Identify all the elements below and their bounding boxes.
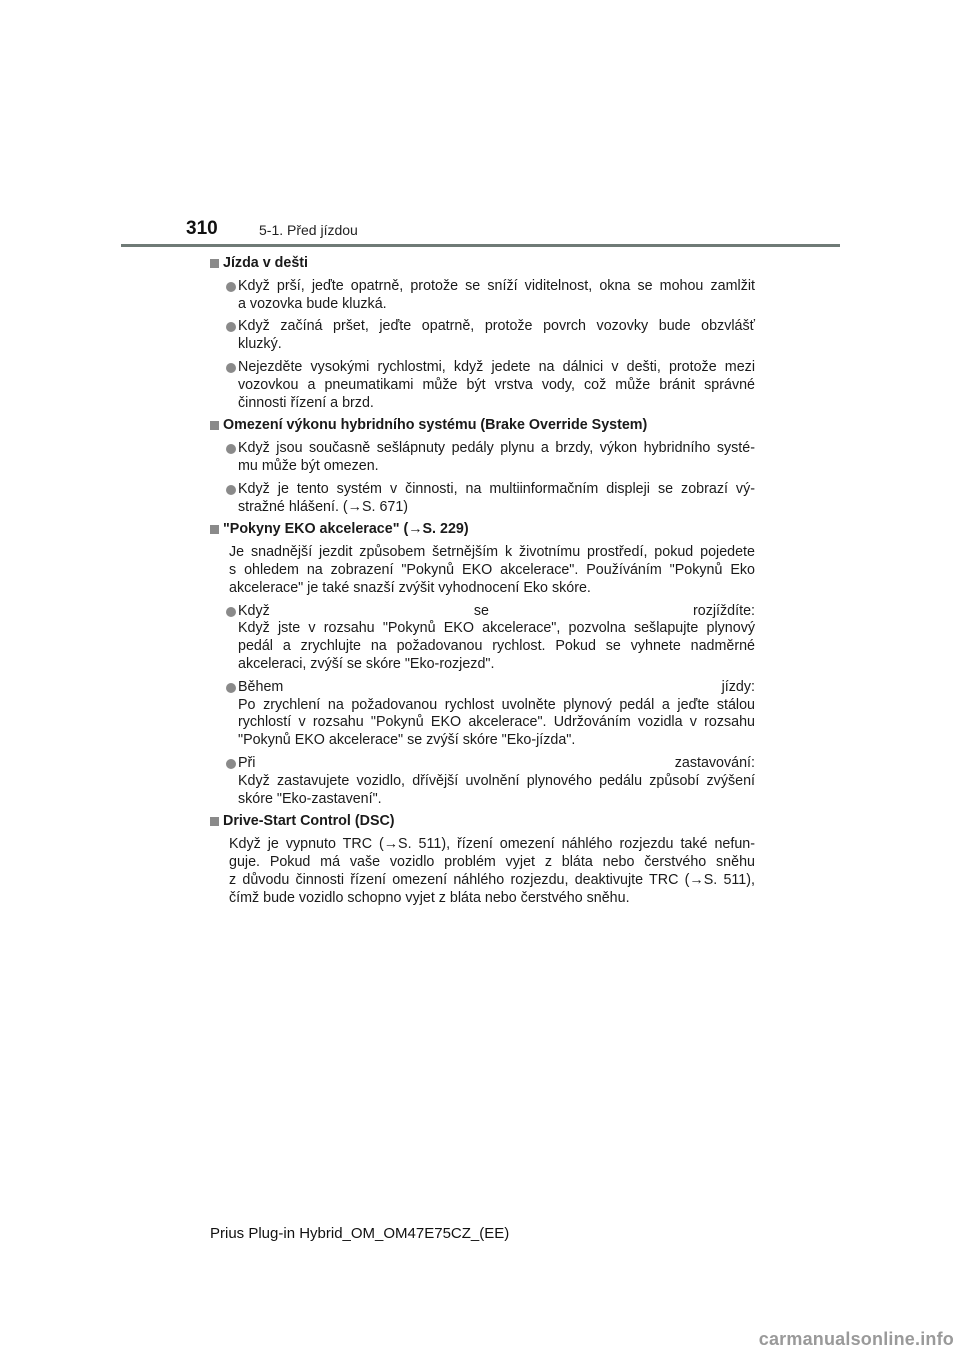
page-header: [0, 0, 960, 250]
bullet-item: [209, 603, 755, 674]
text-line: Když se rozjíždíte:: [238, 602, 755, 619]
bullet-item: [209, 755, 755, 808]
circle-bullet-icon: [226, 759, 236, 769]
watermark: carmanualsonline.info: [758, 1329, 954, 1349]
text-line: Je snadnější jezdit způsobem šetrnějším k životnímu prostředí, pokud pojedete: [229, 544, 755, 561]
text-line: čímž bude vozidlo schopno vyjet z bláta nebo čerstvého sněhu.: [229, 889, 630, 906]
circle-bullet-icon: [226, 363, 236, 373]
text-line: rychlostí v rozsahu "Pokynů EKO akcelerace". Udržováním vozidla v rozsahu: [238, 714, 755, 731]
square-bullet-icon: [210, 525, 219, 534]
circle-bullet-icon: [226, 282, 236, 292]
text-line: akceleraci, zvýší se skóre "Eko-rozjezd".: [238, 655, 495, 672]
bullet-item: [209, 440, 755, 476]
section-heading: [209, 521, 755, 539]
text-line: stražné hlášení. (→S. 671): [238, 498, 409, 515]
text-line: akcelerace" je také snazší zvýšit vyhodnocení Eko skóre.: [229, 579, 591, 596]
square-bullet-icon: [210, 817, 219, 826]
section-title-text: "Pokyny EKO akcelerace" (→S. 229): [223, 521, 469, 538]
text-line: Když jsou současně sešlápnuty pedály plynu a brzdy, výkon hybridního systé-: [238, 440, 755, 457]
section-heading: [209, 813, 755, 831]
section-heading: [209, 255, 755, 273]
section: [209, 521, 755, 808]
section-heading: [209, 417, 755, 435]
bullet-item: [209, 679, 755, 750]
text-line: a vozovka bude kluzká.: [238, 295, 387, 312]
chapter-title: 5-1. Před jízdou: [259, 222, 358, 238]
text-line: s ohledem na zobrazení "Pokynů EKO akcelerace". Používáním "Pokynů Eko: [229, 561, 755, 578]
text-line: Během jízdy:: [238, 678, 755, 695]
text-line: Když prší, jeďte opatrně, protože se sníží viditelnost, okna se mohou zamlžit: [238, 277, 755, 294]
text-line: "Pokynů EKO akcelerace" se zvýší skóre "Eko-jízda".: [238, 732, 576, 749]
text-line: Když jste v rozsahu "Pokynů EKO akcelerace", pozvolna sešlapujte plynový: [238, 620, 755, 637]
circle-bullet-icon: [226, 322, 236, 332]
document-body: [209, 255, 755, 912]
bullet-item: [209, 318, 755, 354]
bullet-item: [209, 359, 755, 412]
paragraph: [209, 836, 755, 907]
square-bullet-icon: [210, 259, 219, 268]
bullet-item: [209, 481, 755, 517]
bullet-item: [209, 278, 755, 314]
text-line: pedál a zrychlujte na požadovanou rychlost. Pokud se vyhnete nadměrné: [238, 638, 755, 655]
text-line: kluzký.: [238, 336, 282, 353]
header-divider: [121, 244, 840, 247]
document-id: Prius Plug-in Hybrid_OM_OM47E75CZ_(EE): [210, 1225, 510, 1242]
text-line: mu může být omezen.: [238, 457, 379, 474]
section-title-text: Drive-Start Control (DSC): [223, 813, 395, 830]
text-line: Když začíná pršet, jeďte opatrně, protože povrch vozovky bude obzvlášť: [238, 318, 755, 335]
section-title-text: Omezení výkonu hybridního systému (Brake Override System): [223, 417, 648, 434]
section: [209, 417, 755, 516]
page-number: 310: [186, 218, 218, 239]
text-line: z důvodu činnosti řízení omezení náhlého rozjezdu, deaktivujte TRC (→S. 511),: [229, 871, 755, 888]
circle-bullet-icon: [226, 683, 236, 693]
text-line: Když je tento systém v činnosti, na multiinformačním displeji se zobrazí vý-: [238, 480, 755, 497]
circle-bullet-icon: [226, 444, 236, 454]
text-line: vozovkou a pneumatikami může být vrstva vody, což může bránit správné: [238, 376, 755, 393]
section: [209, 255, 755, 412]
text-line: guje. Pokud má vaše vozidlo problém vyjet z bláta nebo čerstvého sněhu: [229, 853, 755, 870]
circle-bullet-icon: [226, 607, 236, 617]
circle-bullet-icon: [226, 485, 236, 495]
text-line: Když je vypnuto TRC (→S. 511), řízení omezení náhlého rozjezdu také nefun-: [229, 836, 755, 853]
text-line: skóre "Eko-zastavení".: [238, 790, 382, 807]
text-line: Při zastavování:: [238, 754, 755, 771]
section: [209, 813, 755, 907]
paragraph: [209, 544, 755, 597]
square-bullet-icon: [210, 421, 219, 430]
text-line: činnosti řízení a brzd.: [238, 394, 374, 411]
text-line: Když zastavujete vozidlo, dřívější uvolnění plynového pedálu způsobí zvýšení: [238, 772, 755, 789]
text-line: Po zrychlení na požadovanou rychlost uvolněte plynový pedál a jeďte stálou: [238, 696, 755, 713]
text-line: Nejezděte vysokými rychlostmi, když jedete na dálnici v dešti, protože mezi: [238, 358, 755, 375]
section-title-text: Jízda v dešti: [223, 255, 309, 271]
